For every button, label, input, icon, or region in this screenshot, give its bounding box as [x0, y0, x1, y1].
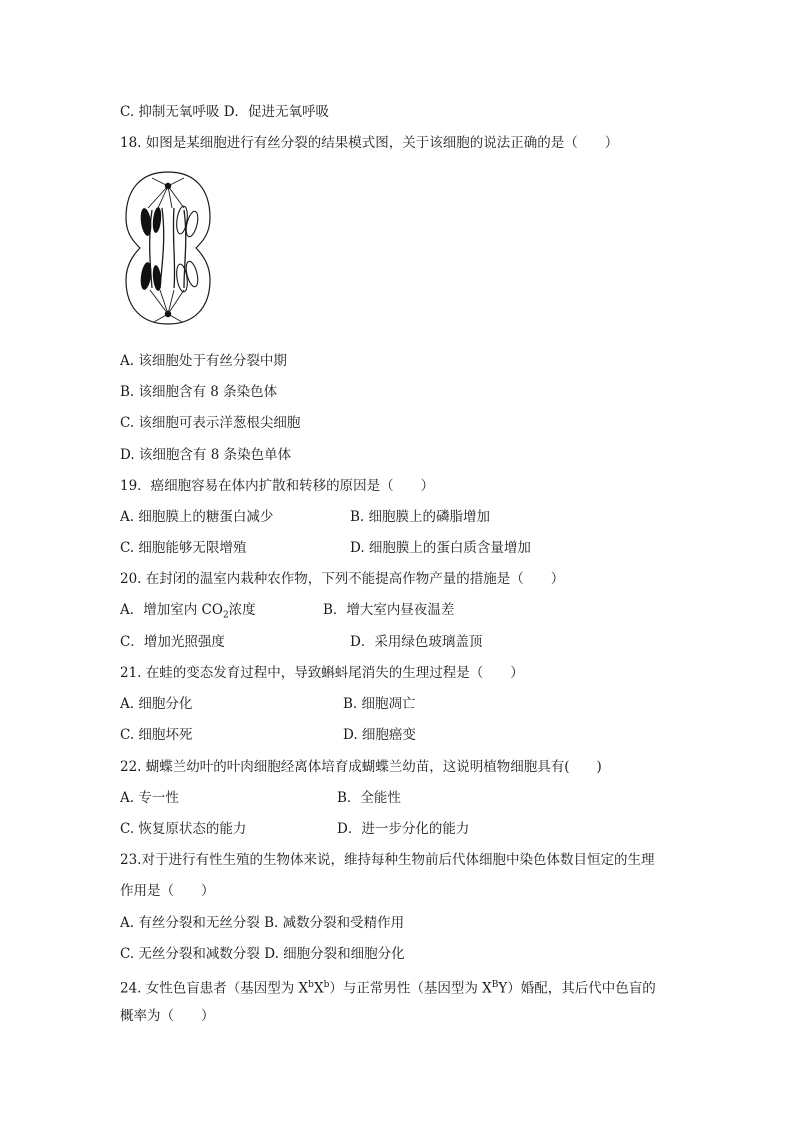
- q22-stem: 22. 蝴蝶兰幼叶的叶肉细胞经离体培育成蝴蝶兰幼苗，这说明植物细胞具有( ): [120, 759, 602, 775]
- q24-sup-2: b: [323, 980, 330, 990]
- q21-option-b: B. 细胞凋亡: [343, 696, 416, 712]
- q23-stem-line2: 作用是（ ）: [120, 883, 215, 899]
- q20-option-c: C．增加光照强度: [120, 634, 225, 650]
- q18-option-b: B. 该细胞含有 8 条染色体: [120, 384, 278, 400]
- q24-sup-1: b: [308, 980, 314, 990]
- q24-stem-line1: [120, 975, 656, 999]
- q20-option-d: D．采用绿色玻璃盖顶: [350, 634, 483, 650]
- cell-membrane: [126, 172, 210, 324]
- q19-stem: 19．癌细胞容易在体内扩散和转移的原因是（ ）: [120, 478, 435, 494]
- q17-options-cd: C. 抑制无氧呼吸 D．促进无氧呼吸: [120, 104, 330, 120]
- q23-stem-line1: 23.对于进行有性生殖的生物体来说，维持每种生物前后代体细胞中染色体数目恒定的生理: [120, 852, 655, 868]
- q19-option-b: B. 细胞膜上的磷脂增加: [350, 509, 491, 525]
- q24-stem-mid: ）与正常男性（基因型为 X: [329, 980, 492, 997]
- q18-option-a: A. 该细胞处于有丝分裂中期: [120, 353, 287, 369]
- q21-option-d: D. 细胞癌变: [343, 727, 416, 743]
- q22-option-a: A. 专一性: [120, 790, 179, 806]
- q23-options-ab: A. 有丝分裂和无丝分裂 B. 减数分裂和受精作用: [120, 915, 405, 931]
- spindle-fibers-bottom: [150, 290, 184, 322]
- q20-option-b: B．增大室内昼夜温差: [323, 602, 455, 618]
- q24-x-2: X: [313, 980, 324, 997]
- q21-option-a: A. 细胞分化: [120, 696, 193, 712]
- q18-option-c: C. 该细胞可表示洋葱根尖细胞: [120, 415, 301, 431]
- q24-stem-start: 24. 女性色盲患者（基因型为 X: [120, 980, 309, 997]
- q20-option-a-suffix: 浓度: [228, 602, 256, 618]
- q19-option-c: C. 细胞能够无限增殖: [120, 540, 247, 556]
- q18-option-d: D. 该细胞含有 8 条染色单体: [120, 447, 292, 463]
- q24-stem-line2: 概率为（ ）: [120, 1008, 215, 1024]
- q21-stem: 21. 在蛙的变态发育过程中，导致蝌蚪尾消失的生理过程是（ ）: [120, 665, 524, 681]
- q22-option-c: C. 恢复原状态的能力: [120, 821, 247, 837]
- q23-options-cd: C. 无丝分裂和减数分裂 D. 细胞分裂和细胞分化: [120, 946, 405, 962]
- q24-stem-end: Y）婚配，其后代中色盲的: [498, 980, 656, 997]
- spindle-fibers-top: [148, 178, 184, 208]
- q20-option-a-subscript: 2: [222, 610, 229, 621]
- chromosomes-top-outline: [175, 205, 200, 237]
- chromosomes-bottom-outline: [175, 260, 200, 292]
- q22-option-d: D．进一步分化的能力: [337, 821, 470, 837]
- q18-stem: 18. 如图是某细胞进行有丝分裂的结果模式图，关于该细胞的说法正确的是（ ）: [120, 135, 619, 151]
- q20-option-a-text: A．增加室内 CO: [120, 602, 223, 618]
- q19-option-d: D. 细胞膜上的蛋白质含量增加: [350, 540, 531, 556]
- q21-option-c: C. 细胞坏死: [120, 727, 193, 743]
- mitosis-cell-figure: [122, 168, 214, 328]
- q22-option-b: B．全能性: [337, 790, 401, 806]
- q24-sup-3: B: [491, 980, 499, 990]
- chromosomes-top: [139, 207, 162, 237]
- q19-option-a: A. 细胞膜上的糖蛋白减少: [120, 509, 274, 525]
- q20-option-a: [120, 600, 256, 626]
- q20-stem: 20. 在封闭的温室内栽种农作物，下列不能提高作物产量的措施是（ ）: [120, 571, 565, 587]
